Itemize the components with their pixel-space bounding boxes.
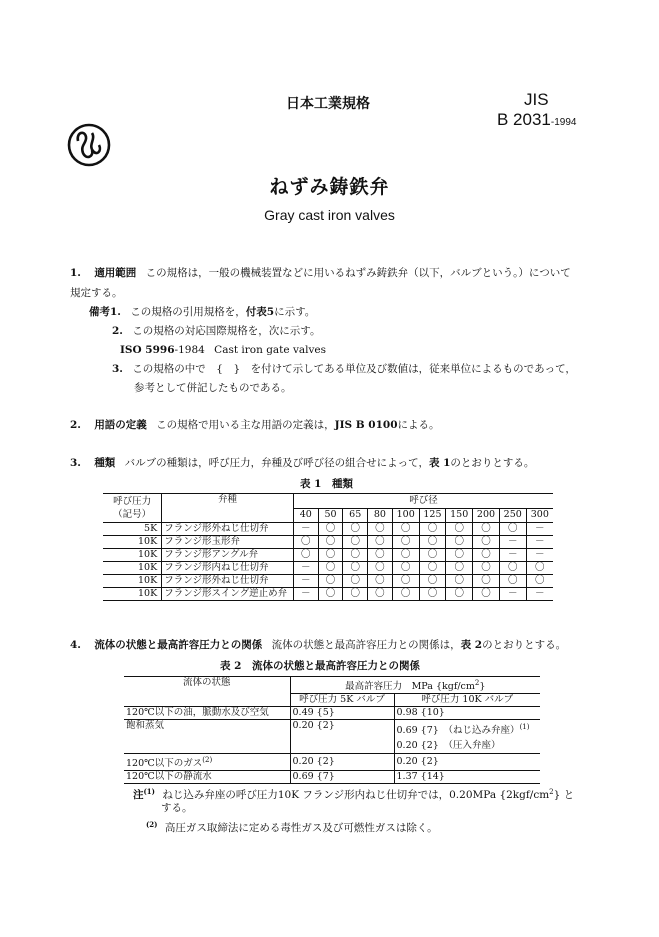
valve-type-cell: フランジ形玉形弁	[162, 536, 294, 549]
availability-cell: －	[293, 562, 318, 575]
pressure-cell: 5K	[103, 523, 162, 536]
availability-cell: 〇	[526, 562, 553, 575]
table-row	[103, 549, 553, 562]
availability-cell: 〇	[318, 562, 343, 575]
standard-title: 日本工業規格	[286, 96, 370, 112]
note-2-marker: (2)	[146, 820, 158, 829]
section-1-text-cont: 規定する。	[70, 287, 123, 299]
availability-cell: 〇	[343, 549, 368, 562]
table-row	[103, 588, 553, 601]
availability-cell: 〇	[318, 536, 343, 549]
availability-cell: 〇	[368, 523, 393, 536]
note-2-text: 高圧ガス取締法に定める毒性ガス及び可燃性ガスは除く。	[164, 822, 438, 834]
section-ref: 表 2	[460, 639, 483, 651]
table-1-body	[103, 523, 553, 601]
availability-cell: 〇	[318, 523, 343, 536]
remark-text: この規格の対応国際規格を，次に示す。	[132, 325, 321, 337]
availability-cell: 〇	[293, 536, 318, 549]
document-title-english: Gray cast iron valves	[264, 207, 395, 223]
remark-number: 3.	[112, 363, 123, 375]
valve-type-cell: フランジ形内ねじ仕切弁	[162, 562, 294, 575]
availability-cell: 〇	[368, 536, 393, 549]
availability-cell: 〇	[446, 523, 473, 536]
fluid-cell: 120℃以下の油，脈動水及び空気	[124, 707, 290, 720]
header-max-pressure-end: }	[479, 681, 486, 692]
availability-cell: －	[526, 523, 553, 536]
note-1-marker: (1)	[143, 787, 155, 796]
note-label: 注	[133, 789, 144, 801]
size-header-cell: 300	[526, 508, 553, 523]
availability-cell: 〇	[499, 562, 526, 575]
availability-cell: 〇	[419, 575, 446, 588]
pressure-cell: 10K	[103, 562, 162, 575]
fluid-cell: 120℃以下の静流水	[126, 771, 212, 782]
value-10k-cell: 0.20 {2}	[394, 754, 540, 771]
availability-cell: 〇	[318, 588, 343, 601]
value-10k-pressed: 0.20 {2} （圧入弁座）	[396, 740, 501, 751]
header-nominal-size: 呼び径	[293, 494, 553, 509]
header-max-pressure-text: 最高許容圧力 MPa {kgf/cm	[345, 681, 475, 692]
section-number: 2.	[70, 419, 81, 431]
remark-text: この規格の引用規格を，	[130, 306, 246, 318]
section-heading: 流体の状態と最高許容圧力との関係	[94, 639, 263, 651]
note-ref-1: (1)	[519, 723, 530, 731]
remark-2	[112, 324, 320, 338]
note-2	[146, 818, 438, 835]
table-row	[124, 720, 540, 754]
remark-text-end: に示す。	[274, 306, 316, 318]
fluid-text: 120℃以下のガス	[126, 758, 203, 769]
size-header-cell: 100	[392, 508, 419, 523]
size-header-cell: 125	[419, 508, 446, 523]
section-heading: 種類	[94, 457, 116, 469]
value-5k-cell: 0.49 {5}	[290, 707, 394, 720]
note-1-text-end: } と	[553, 789, 575, 801]
jis-label: JIS	[524, 90, 549, 109]
fluid-cell: 飽和蒸気	[124, 720, 290, 754]
size-header-cell: 80	[368, 508, 393, 523]
section-heading: 用語の定義	[94, 419, 147, 431]
availability-cell: 〇	[392, 562, 419, 575]
header-fluid-state: 流体の状態	[124, 677, 290, 707]
availability-cell: 〇	[419, 536, 446, 549]
table-row	[103, 575, 553, 588]
section-number: 1.	[70, 267, 81, 279]
availability-cell: 〇	[419, 549, 446, 562]
availability-cell: 〇	[473, 523, 500, 536]
section-4	[70, 638, 566, 652]
value-10k-cell	[394, 720, 540, 754]
availability-cell: －	[293, 523, 318, 536]
note-1-sup: 2	[549, 788, 554, 796]
availability-cell: －	[293, 575, 318, 588]
section-3	[70, 456, 534, 470]
table-2-title: 表 2 流体の状態と最高許容圧力との関係	[220, 660, 420, 672]
remark-3	[112, 362, 576, 376]
note-1-text: ねじ込み弁座の呼び圧力10K フランジ形内ねじ仕切弁では，0.20MPa {2kgf/cm	[162, 789, 550, 801]
iso-year: -1984	[174, 344, 205, 356]
value-5k-cell: 0.20 {2}	[290, 754, 394, 771]
availability-cell: 〇	[368, 575, 393, 588]
header-max-pressure	[290, 677, 540, 694]
availability-cell: 〇	[473, 588, 500, 601]
availability-cell: 〇	[473, 549, 500, 562]
remark-number: 2.	[112, 325, 123, 337]
table-row	[103, 536, 553, 549]
header-pressure-line1: 呼び圧力	[113, 496, 152, 507]
pressure-cell: 10K	[103, 588, 162, 601]
size-header-cell: 150	[446, 508, 473, 523]
table-1	[103, 493, 553, 601]
availability-cell: 〇	[343, 588, 368, 601]
availability-cell: 〇	[343, 536, 368, 549]
pressure-cell: 10K	[103, 575, 162, 588]
header-10k: 呼び圧力 10K バルブ	[394, 694, 540, 707]
size-header-cell: 200	[473, 508, 500, 523]
valve-type-cell: フランジ形外ねじ仕切弁	[162, 575, 294, 588]
section-number: 4.	[70, 639, 81, 651]
header-pressure	[103, 494, 162, 523]
fluid-cell	[124, 754, 290, 771]
section-2	[70, 418, 440, 432]
availability-cell: 〇	[343, 575, 368, 588]
availability-cell: 〇	[368, 549, 393, 562]
value-5k-cell: 0.20 {2}	[290, 720, 394, 754]
table-2	[124, 676, 540, 784]
table-1-title: 表 1 種類	[300, 478, 353, 490]
section-text-end: のとおりとする。	[450, 457, 535, 469]
standard-year: -1994	[550, 117, 577, 128]
availability-cell: 〇	[419, 588, 446, 601]
value-10k-threaded	[397, 720, 539, 738]
availability-cell: 〇	[392, 536, 419, 549]
header-pressure-line2: （記号）	[113, 509, 152, 520]
section-ref: 表 1	[428, 457, 451, 469]
iso-reference	[120, 343, 326, 357]
header-max-pressure-sup: 2	[474, 679, 480, 687]
availability-cell: 〇	[473, 562, 500, 575]
table-row	[103, 523, 553, 536]
availability-cell: 〇	[446, 575, 473, 588]
availability-cell: 〇	[419, 562, 446, 575]
valve-type-cell: フランジ形スイング逆止め弁	[162, 588, 294, 601]
standard-number-code: B 2031	[497, 110, 551, 129]
availability-cell: 〇	[446, 536, 473, 549]
value-10k-cell: 0.98 {10}	[394, 707, 540, 720]
note-1	[133, 785, 574, 802]
section-text: この規格は，一般の機械装置などに用いるねずみ鋳鉄弁（以下，バルブという。）について	[145, 267, 571, 279]
availability-cell: 〇	[526, 575, 553, 588]
availability-cell: －	[499, 536, 526, 549]
availability-cell: 〇	[473, 575, 500, 588]
header-valve-type: 弁種	[162, 494, 294, 523]
availability-cell: 〇	[473, 536, 500, 549]
pressure-cell: 10K	[103, 536, 162, 549]
availability-cell: 〇	[419, 523, 446, 536]
availability-cell: －	[499, 588, 526, 601]
availability-cell: －	[526, 549, 553, 562]
size-header-cell: 65	[343, 508, 368, 523]
availability-cell: 〇	[446, 549, 473, 562]
availability-cell: 〇	[343, 562, 368, 575]
table-row	[103, 562, 553, 575]
jis-mark-logo	[66, 123, 112, 167]
valve-type-cell: フランジ形外ねじ仕切弁	[162, 523, 294, 536]
iso-code: ISO 5996	[120, 344, 175, 356]
remark-3-cont: 参考として併記したものである。	[134, 382, 292, 394]
availability-cell: 〇	[446, 588, 473, 601]
table-row	[124, 754, 540, 771]
availability-cell: 〇	[318, 549, 343, 562]
pressure-cell: 10K	[103, 549, 162, 562]
availability-cell: 〇	[343, 523, 368, 536]
size-header-cell: 250	[499, 508, 526, 523]
remark-text: この規格の中で { } を付けて示してある単位及び数値は，従来単位によるものであって，	[132, 363, 576, 375]
availability-cell: －	[499, 549, 526, 562]
note-ref-2: (2)	[202, 756, 213, 764]
remark-ref: 付表5	[245, 306, 275, 318]
section-1	[70, 266, 571, 280]
value-5k-cell: 0.69 {7}	[290, 771, 394, 784]
section-text-end: のとおりとする。	[482, 639, 567, 651]
availability-cell: 〇	[293, 549, 318, 562]
availability-cell: 〇	[368, 562, 393, 575]
section-heading: 適用範囲	[94, 267, 137, 279]
availability-cell: 〇	[392, 549, 419, 562]
availability-cell: 〇	[368, 588, 393, 601]
iso-title: Cast iron gate valves	[214, 344, 327, 356]
value-10k-cell: 1.37 {14}	[394, 771, 540, 784]
value-10k-threaded-text: 0.69 {7} （ねじ込み弁座）	[396, 725, 520, 736]
availability-cell: 〇	[392, 523, 419, 536]
section-number: 3.	[70, 457, 81, 469]
availability-cell: 〇	[392, 588, 419, 601]
note-1-cont: する。	[161, 802, 193, 814]
availability-cell: 〇	[318, 575, 343, 588]
size-header-cell: 40	[293, 508, 318, 523]
section-text: 流体の状態と最高許容圧力との関係は，	[271, 639, 461, 651]
valve-type-cell: フランジ形アングル弁	[162, 549, 294, 562]
availability-cell: －	[293, 588, 318, 601]
standard-number	[497, 110, 576, 130]
table-row	[124, 771, 540, 784]
section-text: この規格で用いる主な用語の定義は，	[156, 419, 335, 431]
header-5k: 呼び圧力 5K バルブ	[290, 694, 394, 707]
table-row	[124, 707, 540, 720]
availability-cell: －	[526, 536, 553, 549]
remark-label: 備考1.	[89, 306, 121, 318]
availability-cell: 〇	[499, 523, 526, 536]
remark-1	[89, 305, 315, 319]
availability-cell: －	[526, 588, 553, 601]
availability-cell: 〇	[392, 575, 419, 588]
availability-cell: 〇	[499, 575, 526, 588]
size-header-cell: 50	[318, 508, 343, 523]
section-text: バルブの種類は，呼び圧力，弁種及び呼び径の組合せによって，	[124, 457, 429, 469]
section-text-end: による。	[397, 419, 440, 431]
document-title-japanese: ねずみ鋳鉄弁	[269, 176, 390, 198]
availability-cell: 〇	[446, 562, 473, 575]
section-ref: JIS B 0100	[334, 419, 398, 431]
